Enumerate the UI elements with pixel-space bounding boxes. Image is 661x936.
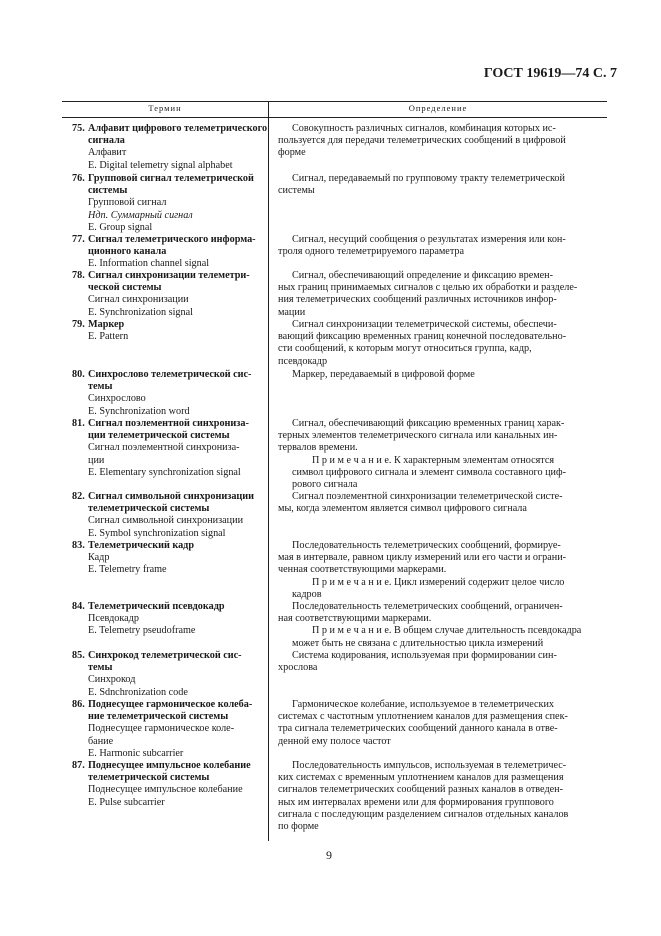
term-cell [62,234,262,271]
term-synonym: E. Group signal [88,221,153,233]
definition-cell [278,234,600,258]
definition-line: системы [278,185,315,197]
term-number: 84. [72,601,85,612]
definition-line: ных им интервалах времени или для формирования группового [278,796,554,808]
term-synonym: Алфавит [88,147,127,159]
term-synonym: E. Synchronization word [88,405,190,417]
term-number: 76. [72,173,85,184]
definition-line: ченная соответствующими маркерами. [278,564,447,576]
definition-line: тервалов времени. [278,442,358,454]
term-synonym: E. Information channel signal [88,258,210,270]
term-synonym: E. Symbol synchronization signal [88,527,226,539]
term-title [62,650,262,662]
definition-line: тра сигнала телеметрических сообщений данного канала в отве- [278,723,558,735]
definition-note: П р и м е ч а н и е. К характерным элементам относятся [312,454,555,466]
term-title-text: Сигнал телеметрического информа- [88,234,256,245]
term-number: 81. [72,418,85,429]
term-cell [62,601,262,638]
definition-cell [278,123,600,160]
term-cell [62,369,262,418]
term-title-text: Алфавит цифрового телеметрического [88,123,268,134]
term-title [62,369,262,381]
term-title-line: системы [88,185,128,197]
term-title-text: Синхрослово телеметрической сис- [88,369,252,380]
term-synonym: Сигнал поэлементной синхрониза- [88,442,240,454]
term-title-line: ческой системы [88,282,162,294]
table-header-rule [62,117,607,118]
term-synonym: бание [88,735,114,747]
definition-line: троля одного телеметрируемого параметра [278,246,465,258]
term-cell [62,540,262,577]
definition-line: форме [278,147,306,159]
term-number: 75. [72,123,85,134]
term-title [62,760,262,772]
term-synonym: E. Telemetry pseudoframe [88,625,196,637]
term-title-line: ционного канала [88,246,167,258]
term-title [62,491,262,503]
term-synonym: E. Pattern [88,331,129,343]
term-title-text: Сигнал синхронизации телеметри- [88,270,250,281]
term-title-text: Поднесущее гармоническое колеба- [88,699,253,710]
term-title [62,270,262,282]
definition-line: Маркер, передаваемый в цифровой форме [292,369,475,380]
term-title-text: Маркер [88,319,125,330]
definition-cell [278,760,600,833]
term-number: 85. [72,650,85,661]
term-number: 77. [72,234,85,245]
page-number: 9 [326,848,332,862]
term-synonym: E. Harmonic subcarrier [88,747,184,759]
definition-line: мы, когда элементом является символ цифрового сигнала [278,503,527,515]
term-number: 80. [72,369,85,380]
definition-line: пользуется для передачи телеметрических сообщений в цифровой [278,135,566,147]
term-cell [62,650,262,699]
term-title-line: темы [88,381,113,393]
term-title-text: Сигнал символьной синхронизации [88,491,255,502]
definition-line: сти сообщений, к которым могут относиться группа, кадр, [278,343,532,355]
term-synonym: E. Elementary synchronization signal [88,466,241,478]
definition-line: терных элементов телеметрического сигнала или канальных ин- [278,430,558,442]
term-synonym: Псевдокадр [88,613,139,625]
term-synonym: Поднесущее импульсное колебание [88,784,243,796]
term-synonym: E. Sdnchronization code [88,686,188,698]
definition-line: Гармоническое колебание, используемое в телеметрических [292,699,554,710]
definition-line: мая в интервале, равном циклу измерений или его части и ограни- [278,552,567,564]
term-title [62,601,262,613]
definition-line: по форме [278,821,319,833]
definition-cell [278,319,600,368]
definition-note: П р и м е ч а н и е. В общем случае длительность псевдокадра [312,625,582,637]
definition-line: Сигнал синхронизации телеметрической системы, обеспечи- [292,319,557,330]
term-cell [62,270,262,319]
definition-line: Последовательность телеметрических сообщений, формируе- [292,540,561,551]
term-title-text: Телеметрический кадр [88,540,194,551]
term-title [62,234,262,246]
term-title [62,123,268,135]
column-header-definition: Определение [408,103,468,113]
term-synonym: Кадр [88,552,110,564]
definition-line: Совокупность различных сигналов, комбинация которых ис- [292,123,556,134]
term-cell [62,491,262,540]
term-title-line: телеметрической системы [88,772,210,784]
definition-cell [278,491,600,515]
term-title [62,540,262,552]
definition-line: Сигнал, несущий сообщения о результатах измерения или кон- [292,234,566,245]
definition-line: ная соответствующими маркерами. [278,613,432,625]
definition-line: сигнала с последующим разделением сигналов отдельных каналов [278,808,569,820]
terms-table [62,101,607,841]
term-synonym: E. Pulse subcarrier [88,796,165,808]
term-title [62,173,262,185]
term-cell [62,319,262,343]
column-header-term: Термин [148,103,182,113]
term-title-text: Групповой сигнал телеметрической [88,173,254,184]
term-cell [62,173,262,234]
term-synonym: Сигнал синхронизации [88,294,189,306]
term-title-text: Поднесущее импульсное колебание [88,760,251,771]
term-title-line: ние телеметрической системы [88,711,229,723]
definition-line: псевдокадр [278,355,328,367]
term-title-line: сигнала [88,135,125,147]
definition-line: мации [278,306,306,318]
term-synonym: E. Digital telemetry signal alphabet [88,159,233,171]
definition-cell [278,418,600,491]
definition-line: хрослова [278,662,318,674]
definition-cell [278,173,600,197]
term-cell [62,760,262,809]
term-cell [62,123,268,172]
definition-line: символ цифрового сигнала и элемент символа составного циф- [292,466,567,478]
term-title-text: Сигнал поэлементной синхрониза- [88,418,249,429]
term-synonym: Синхрокод [88,674,136,686]
term-title [62,319,262,331]
term-number: 82. [72,491,85,502]
term-cell [62,418,262,479]
definition-line: Последовательность телеметрических сообщений, ограничен- [292,601,563,612]
definition-line: вающий фиксацию временных границ конечной последовательно- [278,331,567,343]
definition-line: Система кодирования, используемая при формировании син- [292,650,557,661]
term-synonym: Поднесущее гармоническое коле- [88,723,235,735]
term-number: 83. [72,540,85,551]
definition-cell [278,270,600,319]
term-title-line: ции телеметрической системы [88,430,230,442]
definition-line: системах с частотным уплотнением каналов для размещения спек- [278,711,568,723]
term-number: 79. [72,319,85,330]
definition-line: может быть не связана с длительностью цикла измерений [292,637,544,649]
term-number: 87. [72,760,85,771]
definition-line: Сигнал поэлементной синхронизации телеметрической систе- [292,491,563,502]
table-top-rule [62,101,607,102]
term-synonym: Групповой сигнал [88,197,167,209]
term-number: 86. [72,699,85,710]
term-synonym: Ндп. Суммарный сигнал [88,209,193,221]
definition-line: Сигнал, передаваемый по групповому тракту телеметрической [292,173,565,184]
definition-line: сигналов телеметрических сообщений разных каналов в отведен- [278,784,563,796]
term-title-line: темы [88,662,113,674]
term-title [62,699,262,711]
term-synonym: E. Telemetry frame [88,564,167,576]
definition-line: кадров [292,588,322,600]
definition-line: ных границ принимаемых сигналов с целью их обработки и разделе- [278,282,578,294]
definition-line: рового сигнала [292,479,358,491]
definition-cell [278,540,600,601]
definition-line: ких системах с временным уплотнением каналов для размещения [278,772,564,784]
term-number: 78. [72,270,85,281]
definition-cell [278,369,600,381]
definition-line: Последовательность импульсов, используемая в телеметричес- [292,760,567,771]
definition-line: ния телеметрических сообщений различных источников инфор- [278,294,557,306]
page-header: ГОСТ 19619—74 С. 7 [483,66,617,81]
term-cell [62,699,262,760]
definition-line: Сигнал, обеспечивающий фиксацию временных границ харак- [292,418,565,429]
term-synonym: Сигнал символьной синхронизации [88,515,244,527]
definition-cell [278,699,600,748]
term-synonym: Синхрослово [88,393,146,405]
term-title-line: телеметрической системы [88,503,210,515]
term-title-text: Телеметрический псевдокадр [88,601,225,612]
term-synonym: ции [88,454,105,466]
column-divider [268,101,269,841]
term-title [62,418,262,430]
definition-cell [278,601,600,650]
definition-note: П р и м е ч а н и е. Цикл измерений содержит целое число [312,576,565,588]
definition-line: Сигнал, обеспечивающий определение и фиксацию времен- [292,270,554,281]
term-synonym: E. Synchronization signal [88,306,193,318]
term-title-text: Синхрокод телеметрической сис- [88,650,242,661]
definition-line: денной ему полосе частот [278,735,391,747]
definition-cell [278,650,600,674]
